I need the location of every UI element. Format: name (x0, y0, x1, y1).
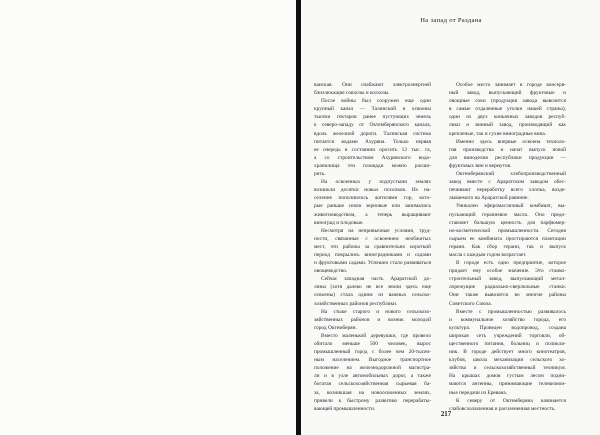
text-line: питается водами Ахуряна. Только первая (314, 138, 431, 145)
text-line: печивают переработку всего хлопка, возде- (449, 187, 566, 194)
text-line: промышленный город с более чем 20-тысяч- (314, 349, 431, 356)
text-column-left (314, 81, 431, 413)
text-line: хозяйственных районов республики. (314, 300, 398, 307)
text-line: вдоль железной дороги. Талинская система (314, 130, 431, 137)
text-line: На стыке старого и нового сельскохо- (321, 308, 431, 315)
text-line: лины (хотя далеко не все земли здесь еще (314, 284, 431, 291)
text-line: и фруктовыми садами. Успешно стало развиваться (314, 260, 431, 267)
text-line: период покрылись виноградниками и садами (314, 251, 431, 258)
text-line: лываемого на Араратской равнине. (449, 195, 529, 202)
text-line: город Октемберян. (314, 324, 357, 331)
text-line: Несмотря на непривычные условия, труд- (321, 227, 431, 234)
text-line: один из двух коньячных заводов респуб- (449, 114, 566, 121)
text-line: крепленые, так и сухие виноградные вина. (449, 130, 547, 137)
text-line: ли и в узле автомобильных дорог, а также (314, 373, 431, 380)
text-line: виноград и плодовые. (314, 219, 364, 226)
text-line: к северо-западу от Октемберянского канала, (314, 122, 431, 129)
text-line: завод вместе с Араратским заводом обес- (449, 179, 566, 186)
text-line: близлежащие совхозы и колхозы. (314, 90, 390, 97)
text-line: К северу от Октемберяна начинается (456, 397, 566, 404)
text-line: герани. Как сбор герани, так и выпуск (449, 243, 566, 250)
text-line: освоены) стала одним из важных сельско- (314, 292, 431, 299)
text-line: овощеводство. (314, 268, 348, 275)
text-line: Именно здесь впервые освоена техноло- (456, 138, 566, 145)
text-line: На освоенных у подпустыни землях (321, 179, 431, 186)
text-line: животноводством, а теперь выращивают (314, 211, 431, 218)
text-line: богатая сельскохозяйственная сырьевая ба- (314, 381, 431, 388)
page-number: 217 (440, 411, 452, 418)
text-line: пускающий гераниевое масло. Оно предо- (449, 211, 566, 218)
text-line: Октемберянский хлебопроизводственный (456, 171, 566, 178)
text-line: лорежущие радиально-сверлильные станки. (449, 284, 566, 291)
text-line: а со строительством Ахурянского водо- (314, 154, 431, 161)
text-line: рить. (314, 171, 326, 178)
text-line: крупный канал — Талинский и освоены (314, 106, 431, 113)
text-line: гия производства и начат выпуск новой (449, 146, 566, 153)
text-line: ванская. Они снабжают электроэнергией (314, 82, 431, 88)
text-line: селение пополнилось жителями гор, кото- (314, 195, 431, 202)
text-line: вающей промышленности. (314, 405, 376, 412)
text-line: Особое место занимает в городе консерв- (456, 82, 566, 88)
text-line: маются антенны, принимающие телевизион- (449, 381, 566, 388)
text-line: Советского Союза. (449, 300, 492, 307)
text-line: Вместе с промышленностью развивалось (456, 308, 566, 315)
text-line: тысячи гектаров ранее пустующих земель (314, 114, 431, 121)
text-line: но-косметической промышленности. Сегодня (449, 227, 566, 234)
text-line: ный завод, выпускающий фруктовые и (449, 90, 566, 97)
text-line: рые раньше сеяли зерновые или занимались (314, 203, 431, 210)
text-line: для виноделия республики продукции — (449, 154, 566, 161)
text-line: зяйства и сельскохозяйственный техникум. (449, 365, 566, 372)
text-line: строительный завод, выпускающий метал- (449, 276, 566, 283)
text-column-right (449, 81, 566, 413)
text-line: Сейчас западная часть Араратской до- (321, 276, 431, 283)
text-line: Вместо маленькой деревушки, где провело (321, 332, 431, 339)
text-line: обитало меньше 500 человек, вырос (314, 341, 431, 347)
text-line: слабовсхолмленная и расчлененная местность. (449, 405, 556, 412)
text-line: хранилища эти площади можно расши- (314, 162, 431, 169)
text-line: На крышах домов густым лесом подни- (449, 373, 566, 380)
text-line: фруктовых вин и вермутов. (449, 162, 512, 169)
text-line: широкая сеть учреждений торговли, об- (449, 332, 566, 339)
text-line: мест, эти районы за сравнительно короткий (314, 243, 431, 250)
text-line: положение на железнодорожной магистра- (314, 365, 431, 372)
running-head: На запад от Раздана (420, 17, 482, 24)
text-line: ник. В городе действует много кинотеатров, (449, 349, 566, 356)
text-line: ным населением. Выгодное транспортное (314, 357, 431, 364)
left-page-blank (0, 0, 296, 435)
text-line: в самые отдаленные уголки нашей страны), (449, 106, 566, 113)
text-line: ее очередь в состоянии оросить 12 тыс. га, (314, 146, 431, 153)
text-line: щественного питания, больниц и поликли- (449, 341, 566, 347)
text-line: масла с каждым годом возрастает. (449, 251, 527, 258)
text-line: ставляет большую ценность для парфюмер- (449, 219, 566, 226)
text-line: В городе есть одно предприятие, которое (456, 260, 566, 267)
text-line: Уникален эфиромасличный комбинат, вы- (456, 203, 566, 210)
text-line: овощные соки (продукция завода вывозится (449, 98, 566, 105)
text-line: и коммунальное хозяйство города, его (449, 316, 566, 323)
text-line: привели к быстрому развитию перерабаты- (314, 397, 431, 404)
text-line: сырьем ее комбината простираются плантации (449, 235, 566, 242)
text-line: ности, связанные с освоением необжитых (314, 235, 431, 242)
text-line: После войны был сооружен еще один (321, 98, 431, 105)
text-line: лики и винный завод, производящий как (449, 122, 566, 129)
text-line: за, возникшая на новоосвоенных землях, (314, 389, 431, 396)
text-line: культура. Проведен водопровод, создана (449, 324, 566, 331)
text-line: клубов, школа механизации сельского хо- (449, 357, 566, 364)
text-line: придает ему особое значение. Это станко- (449, 268, 566, 275)
text-line: зяйственных районов и возник молодой (314, 316, 431, 323)
text-line: ные передачи из Еревана. (449, 389, 508, 396)
text-line: Они также вывозятся во многие районы (449, 292, 566, 299)
text-line: возникли десятки новых поселков. Их на- (314, 187, 431, 194)
